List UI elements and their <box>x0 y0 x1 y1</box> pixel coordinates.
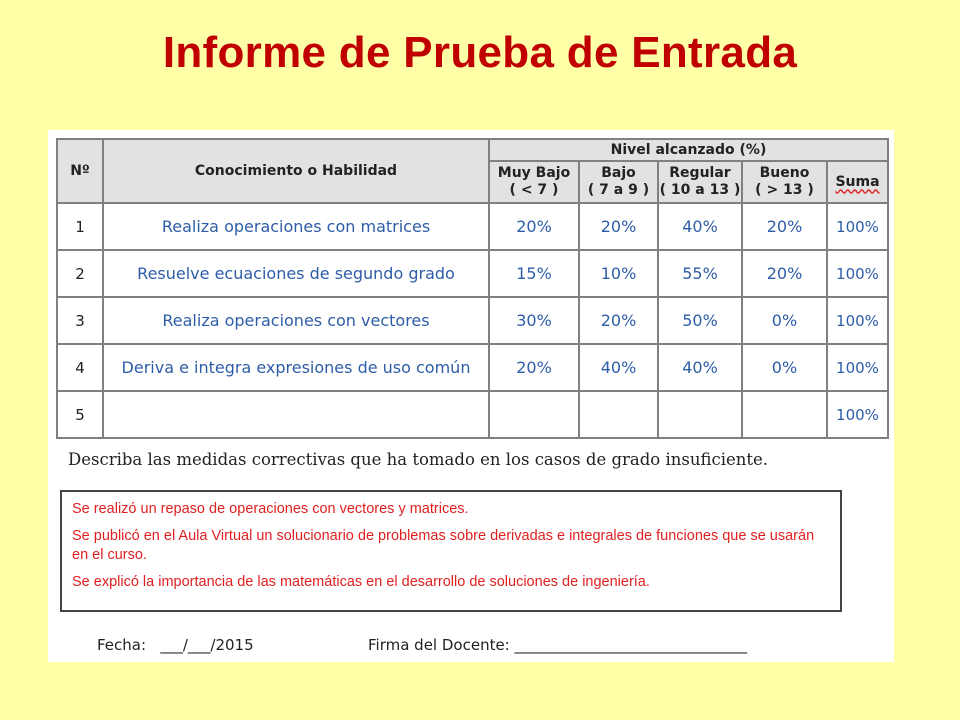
date-value: ___/___/2015 <box>160 636 254 654</box>
header-sum <box>827 161 888 203</box>
cell-good: 20% <box>742 250 827 297</box>
header-level-low <box>579 161 658 203</box>
row-number: 4 <box>57 344 103 391</box>
cell-regular <box>658 391 742 438</box>
level-name: Muy Bajo <box>497 165 571 181</box>
results-table <box>56 138 889 439</box>
cell-very-low: 20% <box>489 344 579 391</box>
row-skill: Deriva e integra expresiones de uso común <box>103 344 489 391</box>
header-level-regular <box>658 161 742 203</box>
cell-regular: 55% <box>658 250 742 297</box>
level-range: ( 10 a 13 ) <box>659 182 741 198</box>
level-range: ( 7 a 9 ) <box>587 182 650 198</box>
row-skill: Resuelve ecuaciones de segundo grado <box>103 250 489 297</box>
level-name: Regular <box>669 165 731 181</box>
cell-regular: 50% <box>658 297 742 344</box>
row-number: 1 <box>57 203 103 250</box>
corrective-measures-prompt: Describa las medidas correctivas que ha tomado en los casos de grado insuficiente. <box>68 450 769 469</box>
row-number: 2 <box>57 250 103 297</box>
table-row <box>57 203 888 250</box>
cell-regular: 40% <box>658 344 742 391</box>
signature-label: Firma del Docente: <box>368 636 510 654</box>
signature-line: _______________________________ <box>514 636 748 654</box>
row-skill: Realiza operaciones con vectores <box>103 297 489 344</box>
cell-sum: 100% <box>827 297 888 344</box>
measure-item: Se realizó un repaso de operaciones con vectores y matrices. <box>72 501 469 517</box>
cell-very-low <box>489 391 579 438</box>
row-skill: Realiza operaciones con matrices <box>103 203 489 250</box>
row-number: 3 <box>57 297 103 344</box>
header-skill: Conocimiento o Habilidad <box>103 139 489 203</box>
cell-good: 20% <box>742 203 827 250</box>
sum-label: Suma <box>835 173 880 190</box>
cell-very-low: 30% <box>489 297 579 344</box>
cell-low: 40% <box>579 344 658 391</box>
cell-sum: 100% <box>827 344 888 391</box>
table-row <box>57 250 888 297</box>
table-row <box>57 344 888 391</box>
cell-low <box>579 391 658 438</box>
measure-item: Se explicó la importancia de las matemáticas en el desarrollo de soluciones de ingeniería. <box>72 574 650 590</box>
cell-low: 10% <box>579 250 658 297</box>
header-number: Nº <box>57 139 103 203</box>
date-label: Fecha: <box>97 636 147 654</box>
date-field <box>97 636 254 654</box>
table-row <box>57 391 888 438</box>
cell-good <box>742 391 827 438</box>
cell-very-low: 15% <box>489 250 579 297</box>
header-level-very-low <box>489 161 579 203</box>
page-title: Informe de Prueba de Entrada <box>162 28 798 77</box>
cell-low: 20% <box>579 297 658 344</box>
level-name: Bajo <box>601 165 636 181</box>
header-level-good <box>742 161 827 203</box>
cell-sum: 100% <box>827 250 888 297</box>
cell-sum: 100% <box>827 391 888 438</box>
corrective-measures-box <box>60 490 842 612</box>
header-level: Nivel alcanzado (%) <box>489 139 888 161</box>
cell-good: 0% <box>742 297 827 344</box>
row-number: 5 <box>57 391 103 438</box>
cell-regular: 40% <box>658 203 742 250</box>
row-skill <box>103 391 489 438</box>
cell-very-low: 20% <box>489 203 579 250</box>
cell-sum: 100% <box>827 203 888 250</box>
table-row <box>57 297 888 344</box>
level-range: ( > 13 ) <box>755 182 814 198</box>
signature-field <box>368 636 747 654</box>
cell-low: 20% <box>579 203 658 250</box>
cell-good: 0% <box>742 344 827 391</box>
report-sheet <box>48 130 894 662</box>
level-range: ( < 7 ) <box>509 182 559 198</box>
measure-item: Se publicó en el Aula Virtual un solucionario de problemas sobre derivadas e integrales de funciones que se usarán en el curso. <box>72 528 815 563</box>
level-name: Bueno <box>759 165 810 181</box>
